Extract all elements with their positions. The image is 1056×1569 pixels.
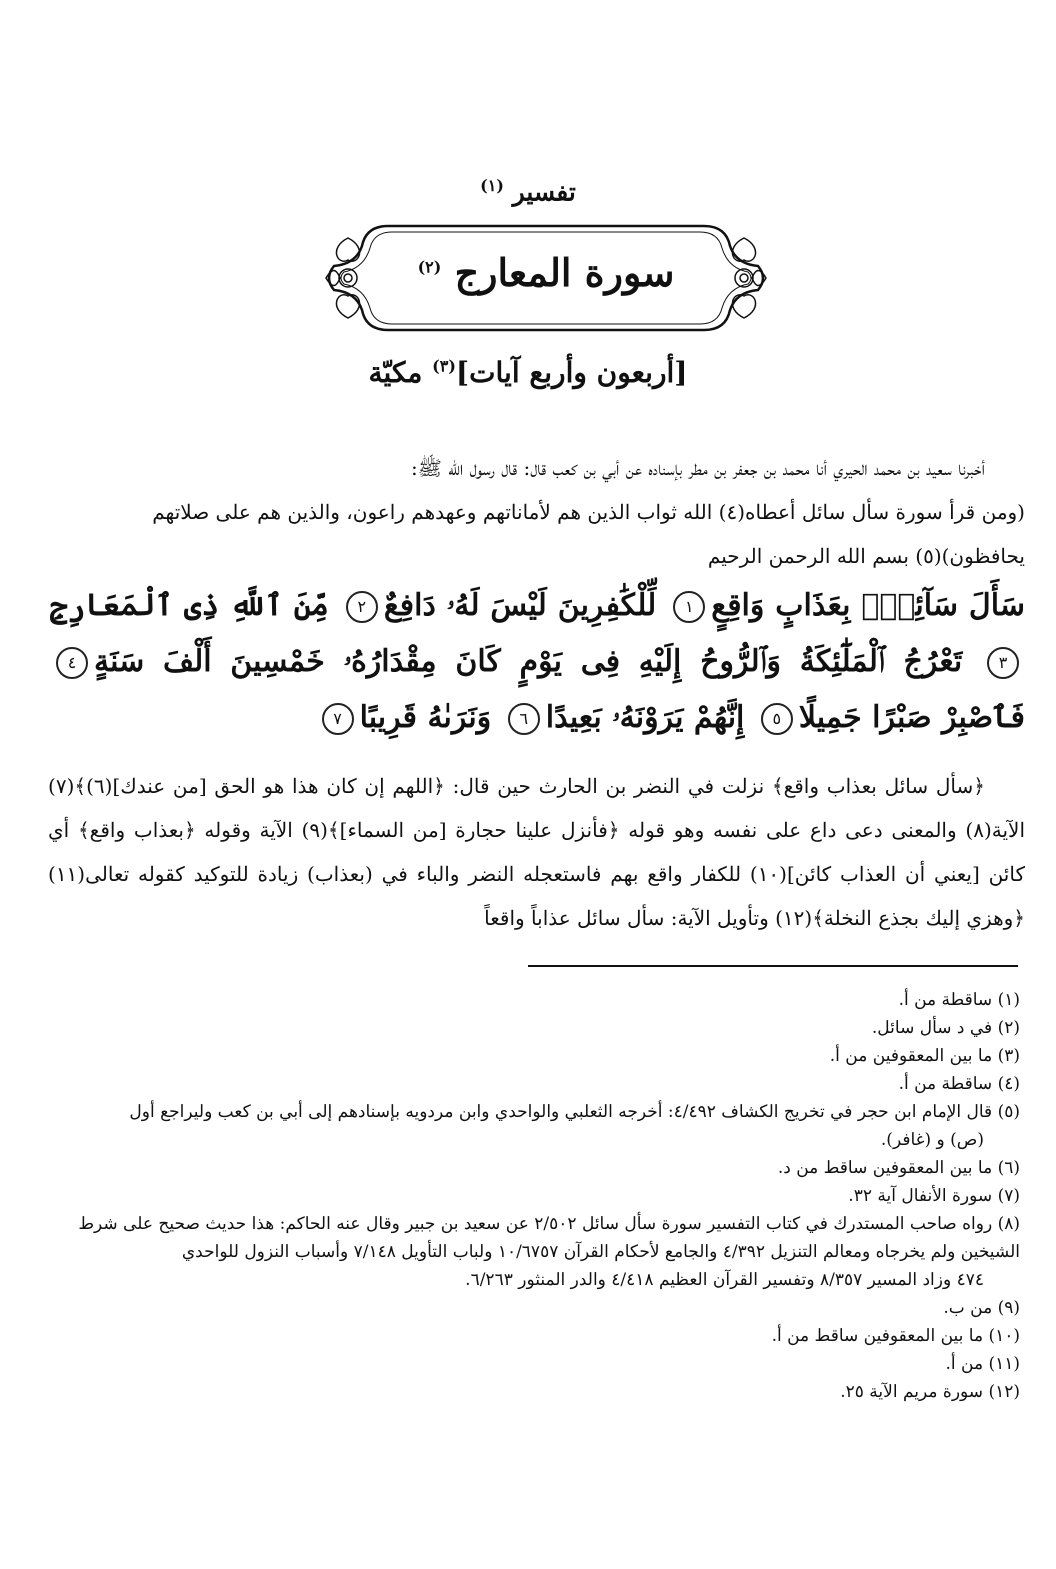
ayah-number-icon: ٣	[987, 647, 1019, 679]
surah-footnote-ref: (٢)	[417, 257, 442, 277]
ayah-number-icon: ٧	[322, 703, 354, 735]
footnote: (٣) ما بين المعقوفين من أ.	[829, 1046, 1020, 1066]
quran-verses	[50, 578, 1025, 746]
footnotes	[40, 986, 1020, 1406]
ayah-number-icon: ١	[673, 591, 705, 623]
ayah-number-icon: ٢	[346, 591, 378, 623]
footnote-separator	[528, 965, 1018, 967]
ayah-text: وَنَرَىٰهُ قَرِيبًا	[359, 700, 492, 735]
footnote-continuation: (ص) و (غافر).	[880, 1130, 984, 1150]
verse-count-footnote-ref: (٣)	[432, 356, 456, 376]
footnote: (١٠) ما بين المعقوفين ساقط من أ.	[771, 1326, 1020, 1346]
surah-title	[378, 250, 714, 295]
footnote: (١٢) سورة مريم الآية ٢٥.	[840, 1382, 1020, 1402]
footnote: (٧) سورة الأنفال آية ٣٢.	[848, 1186, 1020, 1206]
ayah-text: لِّلْكَٰفِرِينَ لَيْسَ لَهُۥ دَافِعٌ	[383, 588, 657, 623]
tafsir-word: تفسير	[512, 177, 576, 207]
footnote: (٤) ساقطة من أ.	[898, 1074, 1020, 1094]
ayah-text: إِنَّهُمْ يَرَوْنَهُۥ بَعِيدًا	[545, 700, 745, 735]
ayah-text: فَٱصْبِرْ صَبْرًا جَمِيلًا	[798, 700, 1025, 735]
tafsir-footnote-ref: (١)	[480, 176, 504, 195]
footnote-continuation: ٤٧٤ وزاد المسير ٨/٣٥٧ وتفسير القرآن العظيم ٤/٤١٨ والدر المنثور ٦/٢٦٣.	[465, 1270, 984, 1290]
footnote: (٨) رواه صاحب المستدرك في كتاب التفسير سورة سأل سائل ٢/٥٠٢ عن سعيد بن جبير وقال عنه الحاكم: هذا حديث صحيح على شرط	[78, 1214, 1020, 1234]
surah-title-frame	[318, 218, 774, 338]
ayah-number-icon: ٥	[761, 703, 793, 735]
footnote: (٥) قال الإمام ابن حجر في تخريج الكشاف ٤/٤٩٢: أخرجه الثعلبي والواحدي وابن مردويه بإسنادهم إلى أبي بن كعب وليراجع أول	[129, 1102, 1020, 1122]
ayah-text: تَعْرُجُ ٱلْمَلَٰٓئِكَةُ وَٱلرُّوحُ إِلَيْهِ فِى يَوْمٍ كَانَ مِقْدَارُهُۥ خَمْسِينَ أَلْفَ سَنَةٍ	[94, 644, 963, 679]
intro-line: يحافظون)(٥) بسم الله الرحمن الرحيم	[707, 544, 1025, 568]
commentary-paragraph: ﴿سأل سائل بعذاب واقع﴾ نزلت في النضر بن الحارث حين قال: ﴿اللهم إن كان هذا هو الحق [من عندك](٦)﴾(٧) الآية(٨) والمعنى دعى داع على نفسه وهو قوله ﴿فأنزل علينا حجارة [من السماء]﴾(٩) الآية وقوله ﴿بعذاب واقع﴾ أي كائن [يعني أن العذاب كائن](١٠) للكفار واقع بهم فاستعجله النضر والباء في (بعذاب) زيادة للتوكيد كقوله تعالى(١١) ﴿وهزي إليك بجذع النخلة﴾(١٢) وتأويل الآية: سأل سائل عذاباً واقعاً	[48, 774, 1026, 930]
footnote: (٦) ما بين المعقوفين ساقط من د.	[777, 1158, 1020, 1178]
footnote: (١١) من أ.	[945, 1354, 1020, 1374]
verse-count-subtitle	[0, 356, 1056, 389]
surah-name: سورة المعارج	[454, 250, 675, 295]
footnote: (٢) في د سأل سائل.	[871, 1018, 1020, 1038]
footnote: (١) ساقطة من أ.	[898, 990, 1020, 1010]
intro-line: أخبرنا سعيد بن محمد الحيري أنا محمد بن جعفر بن مطر بإسناده عن أبي بن كعب قال: قال رسول الله ﷺ:	[411, 456, 985, 480]
footnote-continuation: الشيخين ولم يخرجاه ومعالم التنزيل ٤/٣٩٢ والجامع لأحكام القرآن ١٠/٦٧٥٧ ولباب التأويل ٧/١٤٨ وأسباب النزول للواحدي	[181, 1242, 1020, 1262]
ayah-text: سَأَلَ سَآئِلُۢ بِعَذَابٍ وَاقِعٍ	[711, 588, 1026, 623]
ayah-text: مِّنَ ٱللَّهِ ذِى ٱلْمَعَارِجِ	[50, 588, 329, 623]
footnote: (٩) من ب.	[943, 1298, 1020, 1318]
intro-line: (ومن قرأ سورة سأل سائل أعطاه(٤) الله ثواب الذين هم لأماناتهم وعهدهم راعون، والذين هم على صلاتهم	[152, 500, 1025, 524]
revelation-place: مكيّة	[368, 356, 423, 389]
verse-count: [أربعون وأربع آيات]	[455, 356, 688, 389]
tafsir-heading	[0, 176, 1056, 206]
intro-paragraph	[60, 446, 1025, 578]
ayah-number-icon: ٤	[56, 647, 88, 679]
ayah-number-icon: ٦	[508, 703, 540, 735]
